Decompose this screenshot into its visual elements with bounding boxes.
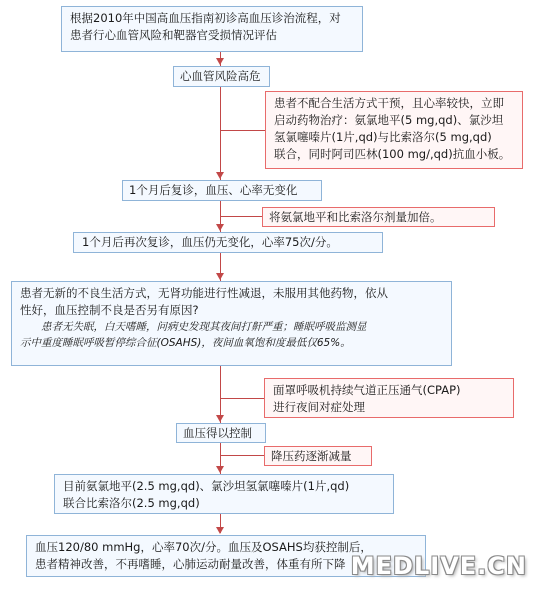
initial-assessment-line-1: 根据2010年中国高血压指南初诊高血压诊治流程，对 xyxy=(70,11,341,25)
current-meds-line-1: 目前氨氯地平(2.5 mg,qd)、氯沙坦氢氯噻嗪片(1片,qd) xyxy=(63,479,350,493)
arrow-to-outcome xyxy=(216,527,224,534)
drug-therapy-start-box xyxy=(265,91,523,169)
followup-2-box xyxy=(73,232,383,253)
followup-1-text: 1个月后复诊，血压、心率无变化 xyxy=(129,183,298,197)
arrow-to-current-meds xyxy=(216,466,224,473)
arrow-to-risk xyxy=(216,58,224,65)
drug-therapy-line-2: 启动药物治疗：氨氯地平(5 mg,qd)、氯沙坦 xyxy=(274,113,504,127)
outcome-line-2: 患者精神改善，不再嗜睡，心肺运动耐量改善，体重有所下降 xyxy=(35,557,346,571)
dose-double-text: 将氨氯地平和比索洛尔剂量加倍。 xyxy=(269,210,442,224)
branch-line-drug-start xyxy=(220,130,265,131)
current-meds-line-2: 联合比索洛尔(2.5 mg,qd) xyxy=(63,496,200,510)
cause-question-line-2: 性好，血压控制不良是否另有原因? xyxy=(20,303,199,317)
followup-2-text: 1个月后再次复诊，血压仍无变化，心率75次/分。 xyxy=(82,235,338,249)
cause-question-box xyxy=(11,281,452,366)
dose-double-box xyxy=(262,207,495,227)
drug-therapy-line-1: 患者不配合生活方式干预，且心率较快，立即 xyxy=(274,96,504,110)
branch-line-dose-reduce xyxy=(220,455,264,456)
arrow-to-bp-controlled xyxy=(216,415,224,422)
arrow-to-cause-question xyxy=(216,273,224,280)
outcome-line-1: 血压120/80 mmHg，心率70次/分。血压及OSAHS均获控制后， xyxy=(35,540,372,554)
cpap-box xyxy=(264,378,514,418)
drug-therapy-line-4: 联合，同时阿司匹林(100 mg/,qd)抗血小板。 xyxy=(274,147,511,161)
cause-question-line-1: 患者无新的不良生活方式，无肾功能进行性减退，未服用其他药物，依从 xyxy=(20,286,388,300)
arrow-to-followup-2 xyxy=(216,224,224,231)
cpap-line-2: 进行夜间对症处理 xyxy=(273,400,365,414)
followup-1-box xyxy=(122,180,322,201)
current-meds-box xyxy=(54,474,394,514)
branch-line-dose-double xyxy=(220,216,262,217)
bp-controlled-text: 血压得以控制 xyxy=(183,426,252,440)
dose-reduce-box xyxy=(264,446,372,466)
osahs-finding-line-2: 示中重度睡眠呼吸暂停综合征(OSAHS)，夜间血氧饱和度最低仅65%。 xyxy=(20,337,351,349)
high-risk-box xyxy=(173,66,270,87)
branch-line-cpap xyxy=(220,398,264,399)
arrow-to-followup-1 xyxy=(216,172,224,179)
drug-therapy-line-3: 氢氯噻嗪片(1片,qd)与比索洛尔(5 mg,qd) xyxy=(274,130,492,144)
high-risk-label: 心血管风险高危 xyxy=(180,69,261,83)
medlive-watermark: MEDLIVE.CN xyxy=(350,552,527,580)
initial-assessment-box xyxy=(61,6,363,52)
initial-assessment-line-2: 患者行心血管风险和靶器官受损情况评估 xyxy=(70,28,277,42)
osahs-finding-line-1: 患者无失眠，白天嗜睡，问病史发现其夜间打鼾严重；睡眠呼吸监测显 xyxy=(41,321,367,333)
cpap-line-1: 面罩呼吸机持续气道正压通气(CPAP) xyxy=(273,383,461,397)
bp-controlled-box xyxy=(176,423,266,443)
dose-reduce-text: 降压药逐渐减量 xyxy=(271,449,352,463)
